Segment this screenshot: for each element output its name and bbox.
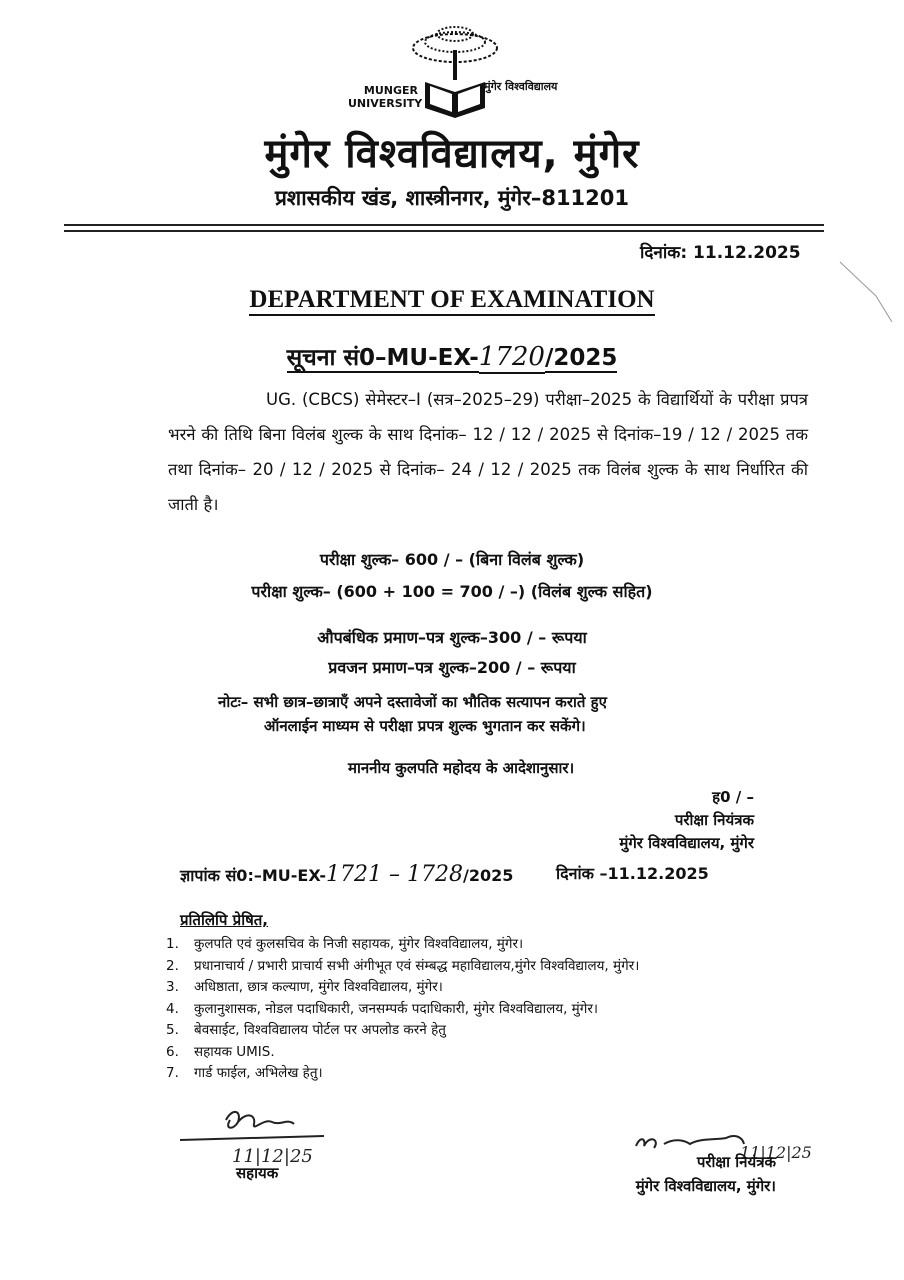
order-line: माननीय कुलपति महोदय के आदेशानुसार।: [348, 759, 575, 777]
assistant-label: सहायक: [236, 1164, 279, 1182]
signature-block-2: परीक्षा नियंत्रक मुंगेर विश्वविद्यालय, मुंगेर।: [635, 1153, 776, 1195]
notice-date: दिनांक: 11.12.2025: [640, 243, 801, 263]
notice-number: सूचना सं0–MU-EX-1720/2025: [286, 342, 618, 372]
memo-date: दिनांक –11.12.2025: [556, 864, 709, 883]
university-address: प्रशासकीय खंड, शास्त्रीनगर, मुंगेर–811201: [274, 186, 630, 210]
list-item: 1. कुलपति एवं कुलसचिव के निजी सहायक, मुंगेर विश्वविद्यालय, मुंगेर।: [166, 936, 524, 952]
fee-with-late: परीक्षा शुल्क– (600 + 100 = 700 / –) (विलंब शुल्क सहित): [251, 582, 653, 601]
handwritten-notice-number: 1720: [478, 342, 545, 372]
copy-to-list: [166, 934, 639, 1085]
header-divider: [64, 224, 824, 226]
svg-text:11|12|25: 11|12|25: [232, 1146, 313, 1167]
list-item: 3. अधिष्ठाता, छात्र कल्याण, मुंगेर विश्वविद्यालय, मुंगेर।: [166, 979, 443, 995]
note: नोटः– सभी छात्र–छात्राएँ अपने दस्तावेजों का भौतिक सत्यापन कराते हुए ऑनलाईन माध्यम से परीक्षा प्रपत्र शुल्क भुगतान कर सकेंगे।: [218, 693, 607, 735]
university-title: मुंगेर विश्वविद्यालय, मुंगेर: [264, 131, 640, 177]
notice-paragraph: UG. (CBCS) सेमेस्टर–I (सत्र–2025–29) परीक्षा–2025 के विद्यार्थियों के परीक्षा प्रपत्र भरने की तिथि बिना विलंब शुल्क के साथ दिनांक– 12 / 12 / 2025 से दिनांक–19 / 12 / 2025 तक तथा दिनांक– 20 / 12 / 2025 से दिनांक– 24 / 12 / 2025 तक विलंब शुल्क के साथ निर्धारित की जाती है।: [168, 390, 808, 514]
provisional-certificate-fee: औपबंधिक प्रमाण–पत्र शुल्क–300 / – रूपया: [317, 628, 587, 647]
svg-text:11|12|25: 11|12|25: [740, 1143, 812, 1162]
header-divider-2: [64, 230, 824, 232]
signature-block-1: ह0 / – परीक्षा नियंत्रक मुंगेर विश्वविद्यालय, मुंगेर: [619, 788, 754, 852]
handwritten-memo-number: 1721 – 1728: [326, 862, 463, 887]
list-item: 2. प्रधानाचार्य / प्रभारी प्राचार्य सभी अंगीभूत एवं संम्बद्ध महाविद्यालय,मुंगेर विश्वविद्यालय, मुंगेर।: [166, 957, 640, 974]
list-item: 6. सहायक UMIS.: [166, 1043, 275, 1060]
memo-number: ज्ञापांक सं0:–MU-EX-1721 – 1728/2025: [180, 862, 514, 887]
migration-certificate-fee: प्रवजन प्रमाण–पत्र शुल्क–200 / – रूपया: [328, 658, 576, 677]
department-heading: DEPARTMENT OF EXAMINATION: [0, 286, 904, 314]
logo-text-hi: मुंगेर विश्वविद्यालय: [484, 80, 558, 93]
list-item: 7. गार्ड फाईल, अभिलेख हेतु।: [166, 1065, 323, 1081]
fee-without-late: परीक्षा शुल्क– 600 / – (बिना विलंब शुल्क): [319, 550, 585, 569]
list-item: 4. कुलानुशासक, नोडल पदाधिकारी, जनसम्पर्क पदाधिकारी, मुंगेर विश्वविद्यालय, मुंगेर।: [166, 1000, 598, 1017]
list-item: 5. बेवसाईट, विश्वविद्यालय पोर्टल पर अपलोड करने हेतु: [166, 1022, 446, 1038]
copy-to-heading: प्रतिलिपि प्रेषित,: [180, 911, 268, 929]
logo-text-en: MUNGER UNIVERSITY: [348, 84, 423, 110]
